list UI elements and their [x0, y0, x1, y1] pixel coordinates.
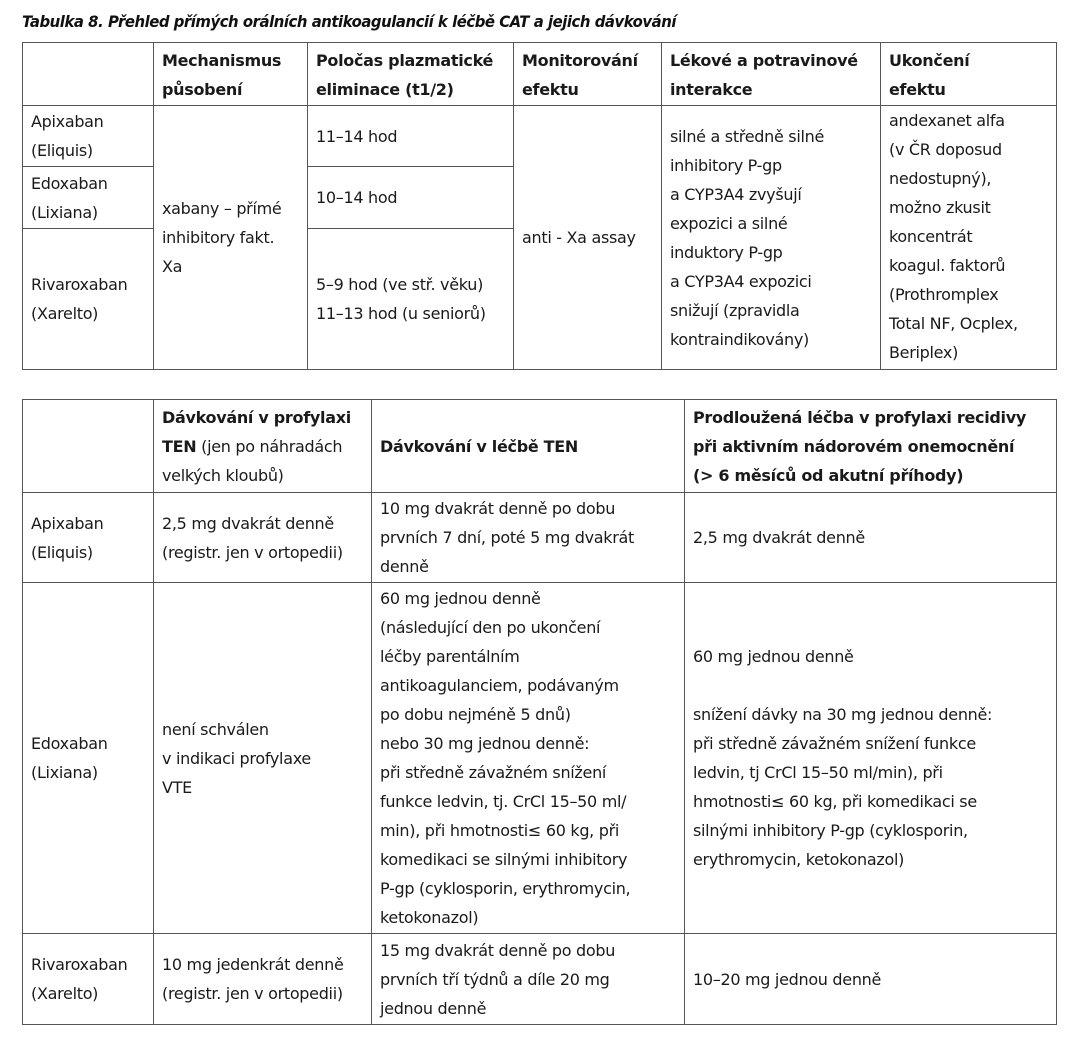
header-monitoring: [514, 43, 662, 106]
header-text: eliminace (t1/2): [316, 80, 454, 99]
cell-line: xabany – přímé: [162, 199, 282, 218]
header-extended: [685, 400, 1057, 493]
cell-line: hmotnosti≤ 60 kg, při komedikaci se: [693, 792, 977, 811]
cell-line: Total NF, Ocplex,: [889, 314, 1018, 333]
cell-line: možno zkusit: [889, 198, 991, 217]
cell-line: a CYP3A4 expozici: [670, 271, 812, 291]
cell-line: funkce ledvin, tj. CrCl 15–50 ml/: [380, 792, 627, 811]
cell-line: 2,5 mg dvakrát denně: [162, 513, 334, 533]
cell-line: při středně závažném snížení funkce: [693, 734, 976, 753]
header-text: Monitorování: [522, 51, 638, 70]
cell-line: (Prothromplex: [889, 285, 999, 304]
interactions-cell: [662, 106, 881, 370]
header-text: Dávkování v profylaxi: [162, 407, 351, 427]
cell-line: koncentrát: [889, 227, 973, 246]
header-empty: [23, 43, 154, 106]
header-row: [23, 43, 1057, 106]
drug-name: Edoxaban: [31, 173, 108, 193]
header-text: Lékové a potravinové: [670, 51, 858, 70]
cell-line: 10–14 hod: [316, 188, 398, 207]
header-text-bold: TEN: [162, 436, 197, 456]
cell-line: prvních 7 dní, poté 5 mg dvakrát: [380, 528, 634, 547]
header-row: [23, 400, 1057, 493]
cell-line: denně: [380, 557, 429, 576]
header-text-note: velkých kloubů): [162, 465, 284, 485]
header-mechanism: [154, 43, 308, 106]
table-row: [23, 106, 1057, 167]
cell-line: P-gp (cyklosporin, erythromycin,: [380, 879, 631, 898]
header-text: Ukončení: [889, 51, 970, 70]
drug-brand: (Xarelto): [31, 304, 99, 323]
drug-name-cell: [23, 229, 154, 370]
drug-name-cell: [23, 493, 154, 583]
reversal-cell: [881, 106, 1057, 370]
blank-line: [693, 671, 1049, 700]
cell-line: expozici a silné: [670, 213, 788, 233]
cell-line: 15 mg dvakrát denně po dobu: [380, 940, 616, 960]
drug-brand: (Eliquis): [31, 141, 93, 160]
header-interactions: [662, 43, 881, 106]
drug-brand: (Xarelto): [31, 984, 99, 1003]
cell-line: koagul. faktorů: [889, 256, 1006, 275]
table-row: [23, 583, 1057, 934]
half-life-cell: [308, 167, 514, 229]
header-text: efektu: [889, 80, 946, 99]
half-life-cell: [308, 229, 514, 370]
extended-cell: [685, 934, 1057, 1025]
cell-line: (v ČR doposud: [889, 140, 1002, 159]
doac-overview-table: [22, 42, 1057, 370]
cell-line: 5–9 hod (ve stř. věku): [316, 275, 484, 294]
cell-line: 11–13 hod (u seniorů): [316, 304, 486, 323]
drug-name-cell: [23, 583, 154, 934]
header-text: při aktivním nádorovém onemocnění: [693, 436, 1015, 456]
cell-line: 2,5 mg dvakrát denně: [693, 528, 865, 547]
cell-line: jednou denně: [380, 998, 487, 1018]
cell-line: 10 mg dvakrát denně po dobu: [380, 499, 616, 518]
cell-line: prvních tří týdnů a díle 20 mg: [380, 969, 610, 989]
cell-line: 11–14 hod: [316, 126, 398, 146]
cell-line: (registr. jen v ortopedii): [162, 542, 343, 562]
drug-brand: (Eliquis): [31, 542, 93, 562]
header-text: Prodloužená léčba v profylaxi recidivy: [693, 407, 1026, 427]
header-text: (> 6 měsíců od akutní příhody): [693, 465, 964, 485]
header-text-line: [162, 432, 364, 461]
drug-name-cell: [23, 167, 154, 229]
extended-cell: [685, 493, 1057, 583]
drug-name: Rivaroxaban: [31, 955, 128, 974]
cell-line: a CYP3A4 zvyšují: [670, 184, 802, 204]
drug-name: Apixaban: [31, 513, 104, 533]
cell-line: 60 mg jednou denně: [693, 647, 854, 666]
treatment-cell: [372, 583, 685, 934]
header-text: efektu: [522, 80, 579, 99]
cell-line: komedikaci se silnými inhibitory: [380, 850, 628, 869]
header-text: Poločas plazmatické: [316, 51, 494, 70]
prophylaxis-cell: [154, 493, 372, 583]
cell-line: inhibitory fakt.: [162, 228, 275, 247]
drug-name: Rivaroxaban: [31, 275, 128, 294]
doac-dosing-table: [22, 399, 1057, 1025]
header-treatment: Dávkování v léčbě TEN: [372, 400, 685, 493]
header-empty: [23, 400, 154, 493]
drug-brand: (Lixiana): [31, 763, 98, 782]
cell-line: silné a středně silné: [670, 126, 825, 146]
cell-line: 10 mg jedenkrát denně: [162, 955, 344, 974]
treatment-cell: [372, 493, 685, 583]
header-reversal: [881, 43, 1057, 106]
cell-line: Xa: [162, 257, 183, 276]
cell-line: Beriplex): [889, 343, 959, 362]
cell-line: snížení dávky na 30 mg jednou denně:: [693, 705, 993, 724]
cell-line: VTE: [162, 777, 192, 797]
header-half-life: [308, 43, 514, 106]
header-text: Mechanismus: [162, 51, 282, 70]
header-text: působení: [162, 80, 243, 99]
cell-line: 60 mg jednou denně: [380, 589, 541, 608]
table-row: [23, 934, 1057, 1025]
header-text-note: (jen po náhradách: [196, 436, 343, 456]
header-prophylaxis: [154, 400, 372, 493]
header-text: interakce: [670, 80, 753, 99]
drug-name: Edoxaban: [31, 734, 108, 753]
treatment-cell: [372, 934, 685, 1025]
prophylaxis-cell: [154, 934, 372, 1025]
cell-line: 10–20 mg jednou denně: [693, 969, 882, 989]
cell-line: erythromycin, ketokonazol): [693, 850, 905, 869]
monitoring-cell: anti - Xa assay: [514, 106, 662, 370]
cell-line: není schválen: [162, 719, 269, 739]
cell-line: v indikaci profylaxe: [162, 748, 311, 768]
cell-line: ketokonazol): [380, 908, 479, 927]
half-life-cell: [308, 106, 514, 167]
drug-name-cell: [23, 934, 154, 1025]
mechanism-cell: [154, 106, 308, 370]
cell-line: antikoagulanciem, podávaným: [380, 676, 619, 695]
cell-line: silnými inhibitory P-gp (cyklosporin,: [693, 821, 968, 840]
cell-line: snižují (zpravidla: [670, 300, 800, 320]
drug-name: Apixaban: [31, 112, 104, 131]
cell-line: při středně závažném snížení: [380, 763, 607, 782]
cell-line: léčby parentálním: [380, 647, 520, 666]
table-row: [23, 493, 1057, 583]
cell-line: nebo 30 mg jednou denně:: [380, 734, 590, 753]
cell-line: (následující den po ukončení: [380, 618, 601, 637]
cell-line: kontraindikovány): [670, 329, 809, 349]
table-caption: Tabulka 8. Přehled přímých orálních antikoagulancií k léčbě CAT a jejich dávkování: [22, 12, 676, 31]
drug-brand: (Lixiana): [31, 202, 98, 222]
prophylaxis-cell: [154, 583, 372, 934]
cell-line: (registr. jen v ortopedii): [162, 984, 343, 1003]
cell-line: induktory P-gp: [670, 242, 783, 262]
cell-line: po dobu nejméně 5 dnů): [380, 705, 571, 724]
extended-cell: [685, 583, 1057, 934]
cell-line: ledvin, tj CrCl 15–50 ml/min), při: [693, 763, 943, 782]
cell-line: min), při hmotnosti≤ 60 kg, při: [380, 821, 620, 840]
cell-line: inhibitory P-gp: [670, 155, 782, 175]
cell-line: andexanet alfa: [889, 111, 1005, 130]
drug-name-cell: [23, 106, 154, 167]
cell-line: nedostupný),: [889, 169, 992, 188]
